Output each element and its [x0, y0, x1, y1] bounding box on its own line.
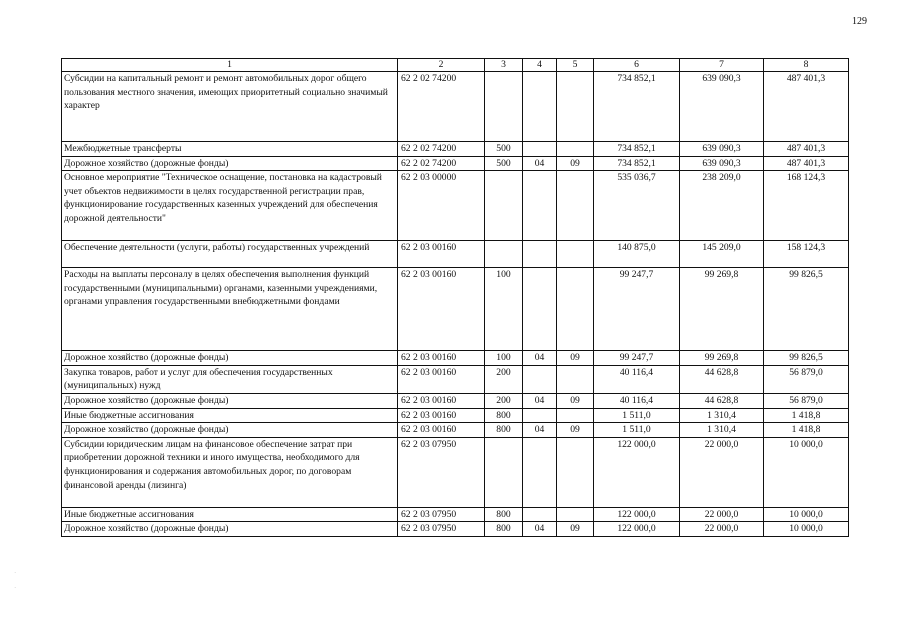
expense-type-code	[485, 72, 523, 142]
amount-col8: 1 418,8	[764, 408, 849, 423]
table-row	[62, 507, 849, 522]
expense-type-code: 500	[485, 156, 523, 171]
row-name: Дорожное хозяйство (дорожные фонды)	[62, 423, 398, 438]
section-code	[523, 268, 557, 351]
subsection-code: 09	[557, 522, 594, 537]
table-row	[62, 241, 849, 268]
expense-type-code: 800	[485, 423, 523, 438]
target-article-code: 62 2 03 00160	[398, 365, 485, 393]
section-code: 04	[523, 393, 557, 408]
amount-col8: 487 401,3	[764, 72, 849, 142]
amount-col7: 1 310,4	[680, 423, 764, 438]
scan-mark: ·	[14, 584, 17, 592]
amount-col6: 99 247,7	[594, 351, 680, 366]
amount-col7: 22 000,0	[680, 437, 764, 507]
scan-mark: ·	[14, 569, 17, 577]
amount-col7: 22 000,0	[680, 507, 764, 522]
amount-col6: 734 852,1	[594, 142, 680, 157]
amount-col8: 158 124,3	[764, 241, 849, 268]
amount-col8: 487 401,3	[764, 156, 849, 171]
row-name: Иные бюджетные ассигнования	[62, 408, 398, 423]
amount-col8: 487 401,3	[764, 142, 849, 157]
row-name: Межбюджетные трансферты	[62, 142, 398, 157]
amount-col6: 1 511,0	[594, 408, 680, 423]
row-name: Дорожное хозяйство (дорожные фонды)	[62, 351, 398, 366]
amount-col7: 238 209,0	[680, 171, 764, 241]
column-number: 3	[485, 59, 523, 72]
expense-type-code: 100	[485, 351, 523, 366]
amount-col6: 734 852,1	[594, 156, 680, 171]
table-row	[62, 393, 849, 408]
section-code	[523, 171, 557, 241]
amount-col7: 639 090,3	[680, 72, 764, 142]
subsection-code	[557, 72, 594, 142]
page-number: 129	[852, 16, 867, 27]
amount-col6: 40 116,4	[594, 393, 680, 408]
section-code: 04	[523, 156, 557, 171]
table-row	[62, 437, 849, 507]
column-number: 7	[680, 59, 764, 72]
row-name: Дорожное хозяйство (дорожные фонды)	[62, 156, 398, 171]
row-name: Субсидии на капитальный ремонт и ремонт автомобильных дорог общего пользования местного значения, имеющих приоритетный социально значимый характер	[62, 72, 398, 142]
expense-type-code: 200	[485, 365, 523, 393]
section-code	[523, 365, 557, 393]
amount-col7: 1 310,4	[680, 408, 764, 423]
column-number: 1	[62, 59, 398, 72]
amount-col6: 122 000,0	[594, 437, 680, 507]
amount-col6: 1 511,0	[594, 423, 680, 438]
amount-col7: 99 269,8	[680, 268, 764, 351]
amount-col7: 22 000,0	[680, 522, 764, 537]
target-article-code: 62 2 03 00160	[398, 423, 485, 438]
amount-col8: 99 826,5	[764, 268, 849, 351]
subsection-code	[557, 142, 594, 157]
table-row	[62, 365, 849, 393]
amount-col8: 99 826,5	[764, 351, 849, 366]
amount-col8: 10 000,0	[764, 437, 849, 507]
expense-type-code: 800	[485, 522, 523, 537]
table-row	[62, 268, 849, 351]
expense-type-code: 500	[485, 142, 523, 157]
row-name: Иные бюджетные ассигнования	[62, 507, 398, 522]
table-row	[62, 351, 849, 366]
section-code	[523, 241, 557, 268]
table-row	[62, 156, 849, 171]
table-row	[62, 72, 849, 142]
amount-col7: 639 090,3	[680, 142, 764, 157]
target-article-code: 62 2 03 00160	[398, 408, 485, 423]
section-code	[523, 142, 557, 157]
section-code: 04	[523, 423, 557, 438]
amount-col8: 56 879,0	[764, 393, 849, 408]
amount-col8: 10 000,0	[764, 522, 849, 537]
subsection-code	[557, 408, 594, 423]
expense-type-code: 100	[485, 268, 523, 351]
subsection-code	[557, 171, 594, 241]
target-article-code: 62 2 02 74200	[398, 142, 485, 157]
table-row	[62, 522, 849, 537]
amount-col7: 44 628,8	[680, 365, 764, 393]
target-article-code: 62 2 03 00160	[398, 241, 485, 268]
row-name: Субсидии юридическим лицам на финансовое обеспечение затрат при приобретении дорожной техники и иного имущества, необходимого для функционирования и содержания автомобильных дорог, по договорам финансовой аренды (лизинга)	[62, 437, 398, 507]
section-code	[523, 72, 557, 142]
row-name: Закупка товаров, работ и услуг для обеспечения государственных (муниципальных) нужд	[62, 365, 398, 393]
subsection-code	[557, 437, 594, 507]
target-article-code: 62 2 02 74200	[398, 156, 485, 171]
row-name: Расходы на выплаты персоналу в целях обеспечения выполнения функций государственными (муниципальными) органами, казенными учреждениями, органами управления государственными внебюджетными фондами	[62, 268, 398, 351]
amount-col6: 122 000,0	[594, 507, 680, 522]
budget-table	[61, 58, 849, 537]
section-code	[523, 437, 557, 507]
row-name: Основное мероприятие "Техническое оснащение, постановка на кадастровый учет объектов недвижимости в целях государственной регистрации прав, функционирование государственных казенных учреждений для обеспечения дорожной деятельности"	[62, 171, 398, 241]
column-number-row	[62, 59, 849, 72]
amount-col6: 734 852,1	[594, 72, 680, 142]
amount-col8: 10 000,0	[764, 507, 849, 522]
column-number: 4	[523, 59, 557, 72]
amount-col6: 99 247,7	[594, 268, 680, 351]
target-article-code: 62 2 03 00000	[398, 171, 485, 241]
target-article-code: 62 2 03 00160	[398, 393, 485, 408]
row-name: Дорожное хозяйство (дорожные фонды)	[62, 393, 398, 408]
table-row	[62, 142, 849, 157]
table-body	[62, 72, 849, 537]
column-number: 8	[764, 59, 849, 72]
subsection-code: 09	[557, 423, 594, 438]
amount-col7: 44 628,8	[680, 393, 764, 408]
expense-type-code	[485, 437, 523, 507]
amount-col6: 122 000,0	[594, 522, 680, 537]
amount-col7: 99 269,8	[680, 351, 764, 366]
subsection-code	[557, 241, 594, 268]
column-number: 2	[398, 59, 485, 72]
row-name: Дорожное хозяйство (дорожные фонды)	[62, 522, 398, 537]
amount-col7: 639 090,3	[680, 156, 764, 171]
section-code	[523, 408, 557, 423]
expense-type-code: 800	[485, 408, 523, 423]
expense-type-code	[485, 241, 523, 268]
column-number: 6	[594, 59, 680, 72]
table-row	[62, 171, 849, 241]
amount-col8: 168 124,3	[764, 171, 849, 241]
column-number: 5	[557, 59, 594, 72]
target-article-code: 62 2 02 74200	[398, 72, 485, 142]
amount-col8: 1 418,8	[764, 423, 849, 438]
subsection-code	[557, 507, 594, 522]
amount-col8: 56 879,0	[764, 365, 849, 393]
amount-col6: 140 875,0	[594, 241, 680, 268]
section-code	[523, 507, 557, 522]
amount-col6: 535 036,7	[594, 171, 680, 241]
subsection-code	[557, 365, 594, 393]
section-code: 04	[523, 522, 557, 537]
target-article-code: 62 2 03 07950	[398, 522, 485, 537]
subsection-code: 09	[557, 351, 594, 366]
row-name: Обеспечение деятельности (услуги, работы) государственных учреждений	[62, 241, 398, 268]
subsection-code: 09	[557, 156, 594, 171]
expense-type-code: 200	[485, 393, 523, 408]
amount-col7: 145 209,0	[680, 241, 764, 268]
table-row	[62, 423, 849, 438]
target-article-code: 62 2 03 07950	[398, 437, 485, 507]
amount-col6: 40 116,4	[594, 365, 680, 393]
expense-type-code: 800	[485, 507, 523, 522]
table-row	[62, 408, 849, 423]
section-code: 04	[523, 351, 557, 366]
subsection-code	[557, 268, 594, 351]
expense-type-code	[485, 171, 523, 241]
target-article-code: 62 2 03 00160	[398, 351, 485, 366]
subsection-code: 09	[557, 393, 594, 408]
target-article-code: 62 2 03 00160	[398, 268, 485, 351]
target-article-code: 62 2 03 07950	[398, 507, 485, 522]
